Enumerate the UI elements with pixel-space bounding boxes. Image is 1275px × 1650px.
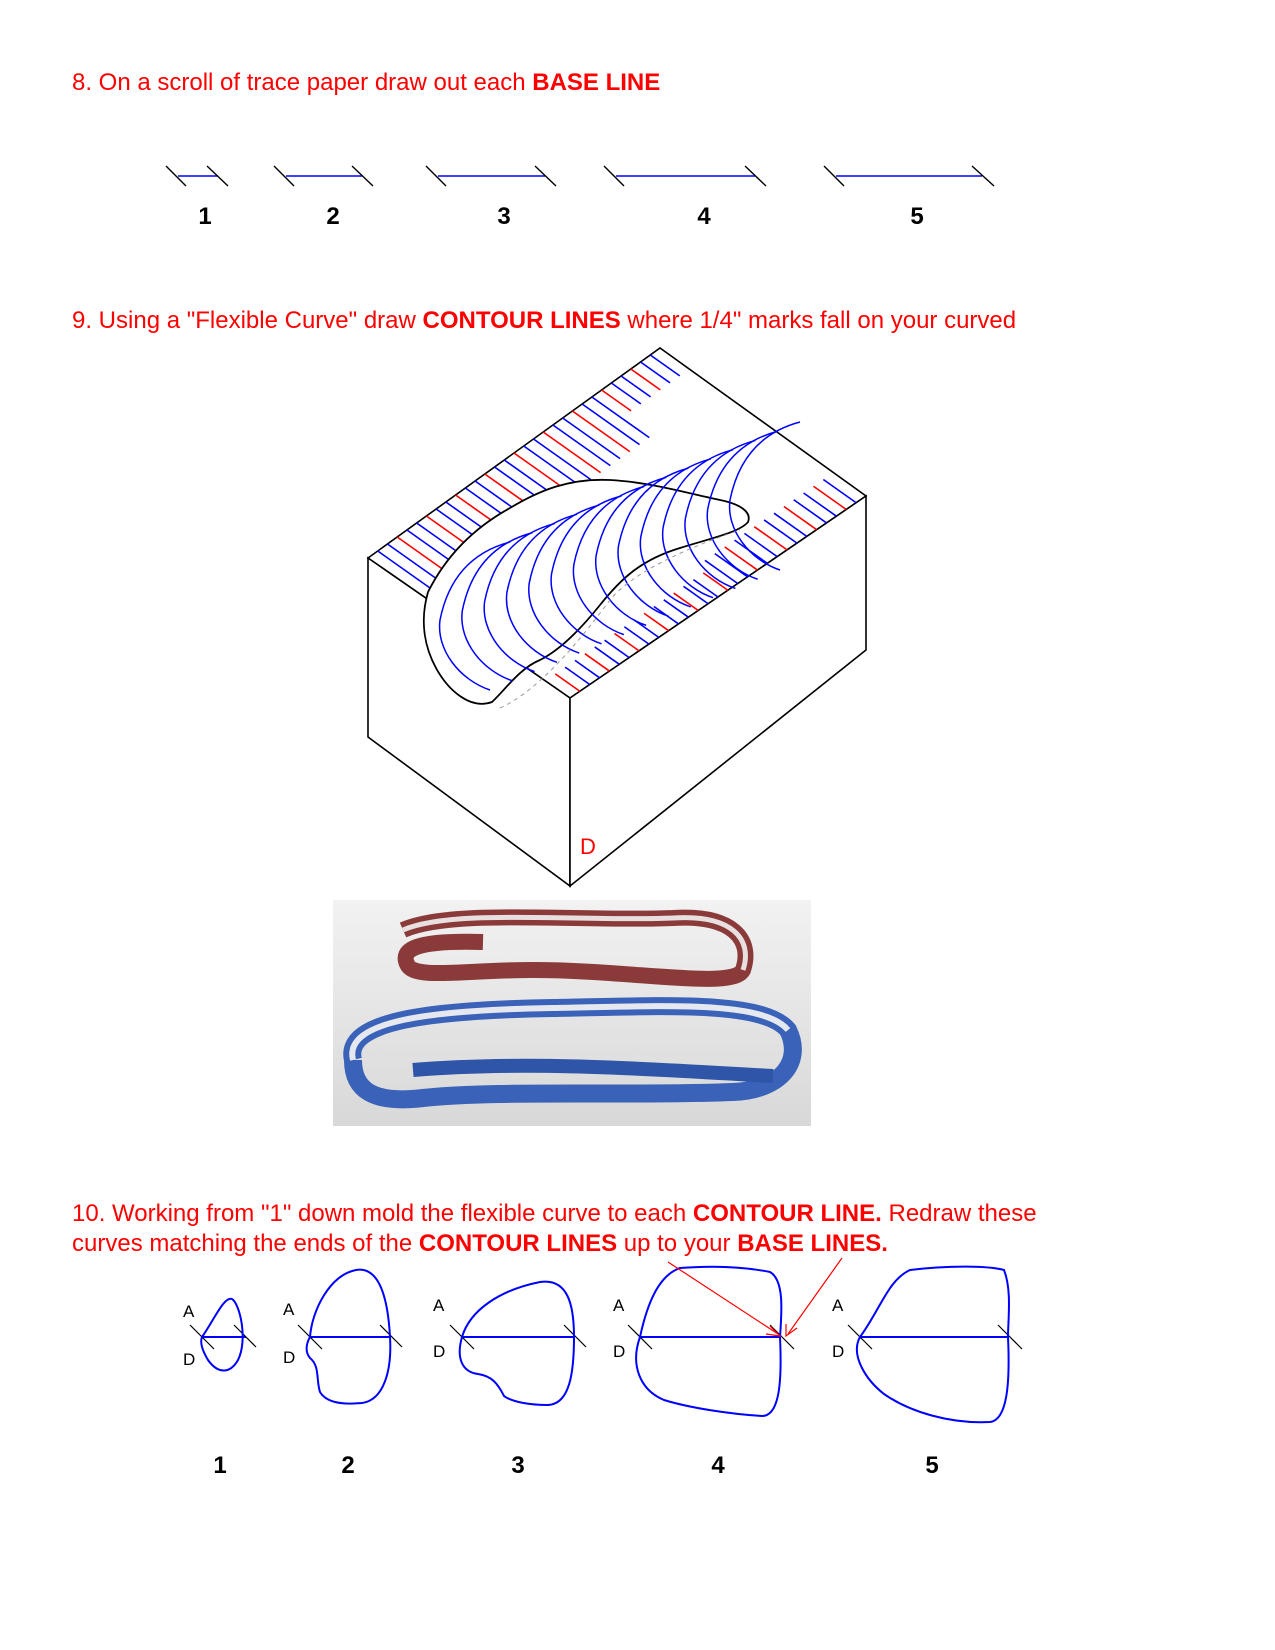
label-a: A bbox=[832, 1296, 844, 1315]
step-8-bold: BASE LINE bbox=[532, 69, 661, 96]
profile-number: 2 bbox=[341, 1452, 355, 1479]
base-lines bbox=[166, 166, 994, 186]
step-9-instruction bbox=[72, 306, 1016, 335]
base-line-2 bbox=[274, 166, 373, 186]
label-d: D bbox=[183, 1350, 196, 1369]
step-10-text: 10. Working from "1" down mold the flexible curve to each bbox=[72, 1200, 693, 1227]
profile-number: 4 bbox=[711, 1452, 725, 1479]
base-line-5 bbox=[824, 166, 994, 186]
profile-2 bbox=[298, 1270, 402, 1404]
label-a: A bbox=[283, 1300, 295, 1319]
profile-5 bbox=[848, 1267, 1022, 1423]
label-d: D bbox=[433, 1342, 446, 1361]
flexible-curve-illustration bbox=[333, 900, 811, 1126]
step-10-instruction-line-2 bbox=[72, 1229, 888, 1258]
label-a: A bbox=[433, 1296, 445, 1315]
flexible-curve-photo bbox=[333, 900, 811, 1126]
profile-number: 1 bbox=[213, 1452, 227, 1479]
label-a: A bbox=[183, 1302, 195, 1321]
step-9-text: 9. Using a "Flexible Curve" draw bbox=[72, 307, 423, 334]
base-line-number: 3 bbox=[497, 203, 511, 230]
block-corner-label: D bbox=[580, 834, 596, 859]
base-line-number: 5 bbox=[910, 203, 924, 230]
step-10-bold: CONTOUR LINES bbox=[418, 1230, 618, 1257]
step-10-bold: BASE LINES. bbox=[737, 1230, 888, 1257]
step-10-bold: CONTOUR LINE. bbox=[692, 1200, 882, 1227]
step-10-instruction-line-1 bbox=[72, 1199, 1037, 1228]
step-10-suffix: Redraw these bbox=[881, 1200, 1037, 1227]
label-a: A bbox=[613, 1296, 625, 1315]
base-line-number: 1 bbox=[198, 203, 212, 230]
base-line-number: 2 bbox=[326, 203, 340, 230]
profile-number: 3 bbox=[511, 1452, 525, 1479]
label-d: D bbox=[283, 1348, 296, 1367]
isometric-block bbox=[368, 348, 866, 886]
profile-1 bbox=[190, 1299, 256, 1371]
base-line-3 bbox=[426, 166, 556, 186]
profile-number: 5 bbox=[925, 1452, 939, 1479]
base-line-1 bbox=[166, 166, 228, 186]
base-line-4 bbox=[604, 166, 766, 186]
step-8-text: 8. On a scroll of trace paper draw out each bbox=[72, 69, 533, 96]
step-9-suffix: where 1/4" marks fall on your curved bbox=[620, 307, 1017, 334]
profile-4 bbox=[628, 1258, 845, 1416]
label-d: D bbox=[613, 1342, 626, 1361]
profile-3 bbox=[450, 1282, 586, 1405]
base-line-number: 4 bbox=[697, 203, 711, 230]
step-10-text: curves matching the ends of the bbox=[72, 1230, 419, 1257]
profile-curves bbox=[190, 1258, 1022, 1422]
label-d: D bbox=[832, 1342, 845, 1361]
step-9-bold: CONTOUR LINES bbox=[422, 307, 621, 334]
step-10-text: up to your bbox=[617, 1230, 738, 1257]
